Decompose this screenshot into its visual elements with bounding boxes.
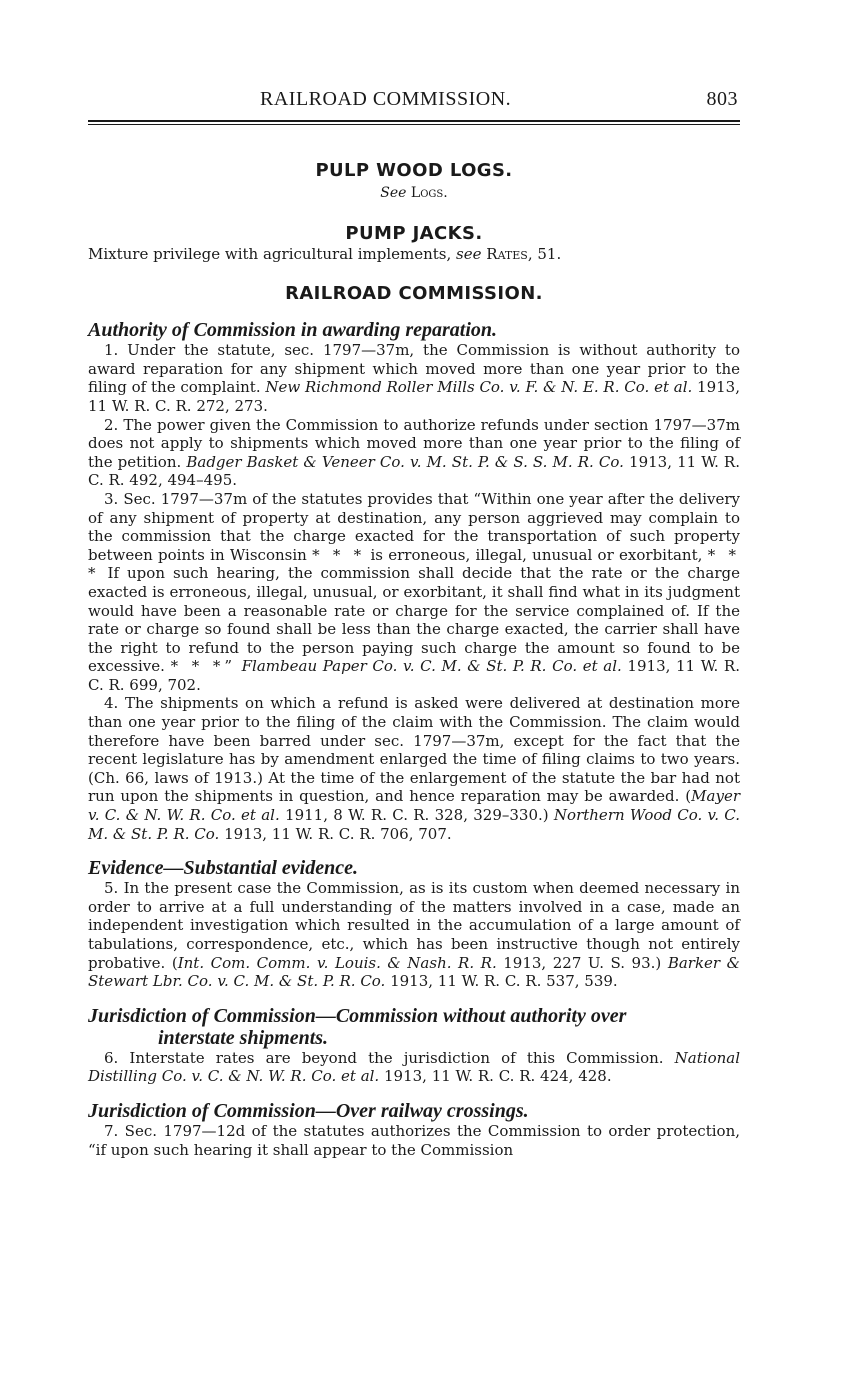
- see-ref: Logs.: [410, 185, 448, 201]
- heading-railroad-commission: RAILROAD COMMISSION.: [285, 283, 543, 305]
- paragraph-text: 4. The shipments on which a refund is asked were delivered at destination more than one year prior to the filing of the claim with the Commission. The claim would therefore have been barred under sec. 1797—37m, except for the fact that the recent legislature has by amendment enlarged the time of filing claims to two years. (Ch. 66, laws of 1913.) At the time of the enlargement of the statute the bar had not run upon the shipments in question, and hence reparation may be awarded. (: [88, 694, 740, 806]
- see-reference-logs: [88, 184, 740, 203]
- see-word: see: [456, 244, 482, 263]
- case-name: New Richmond Roller Mills Co. v. F. & N. E. R. Co. et al.: [265, 378, 693, 397]
- paragraph-text: is erroneous, illegal, unusual or exorbitant,: [365, 545, 708, 564]
- citation: 1913, 11 W. R. C. R. 492, 494–495.: [88, 452, 740, 490]
- case-name: Int. Com. Comm. v. Louis. & Nash. R. R.: [177, 953, 497, 972]
- section-title-line: Jurisdiction of Commission—Commission without authority over: [88, 1004, 627, 1027]
- case-name: Mayer v. C. & N. W. R. Co. et al.: [88, 787, 740, 825]
- paragraph-text: If upon such hearing, the commission shall decide that the rate or the charge exacted is erroneous, illegal, unusual, or exorbitant, it shall find what in its judgment would have been a reasonable rate or charge for the service complained of. If the rate or charge so found shall be less than the charge exacted, the carrier shall have the right to refund to the person paying such charge the amount so found to be excessive.: [88, 564, 740, 676]
- paragraph-5: [88, 879, 740, 991]
- heading-pulp-wood-logs: PULP WOOD LOGS.: [315, 160, 513, 181]
- running-header-title: RAILROAD COMMISSION.: [260, 88, 512, 110]
- citation: 1913, 227 U. S. 93.): [496, 953, 668, 972]
- entry-suffix: , 51.: [527, 244, 562, 263]
- paragraph-text: 1. Under the statute, sec. 1797—37m, the Commission is without authority to award reparation for any shipment which moved more than one year prior to the filing of the complaint.: [88, 341, 740, 397]
- paragraph-4: [88, 694, 740, 843]
- paragraph-2: [88, 416, 740, 490]
- case-name: Barker & Stewart Lbr. Co. v. C. M. & St. P. R. Co.: [88, 953, 740, 991]
- citation: 1913, 11 W. R. C. R. 706, 707.: [219, 824, 452, 843]
- paragraph-text: 6. Interstate rates are beyond the jurisdiction of this Commission.: [104, 1048, 675, 1067]
- paragraph-text: 7. Sec. 1797—12d of the statutes authorizes the Commission to order protection, “if upon such hearing it shall appear to the Commission: [88, 1121, 740, 1159]
- entry-text: Mixture privilege with agricultural implements,: [88, 244, 457, 263]
- section-title-authority: Authority of Commission in awarding reparation.: [88, 319, 497, 342]
- case-name: Northern Wood Co. v. C. M. & St. P. R. Co.: [88, 806, 741, 843]
- paragraph-6: [88, 1049, 740, 1086]
- pump-jacks-entry: [88, 245, 740, 264]
- case-name: Flambeau Paper Co. v. C. M. & St. P. R. Co. et al.: [236, 657, 622, 676]
- page-number: 803: [706, 88, 738, 110]
- paragraph-1: [88, 341, 740, 415]
- heading-pump-jacks: PUMP JACKS.: [345, 222, 483, 244]
- see-ref: Rates: [486, 244, 528, 263]
- see-word: See: [380, 185, 407, 201]
- running-header: [88, 88, 740, 118]
- paragraph-text: 2. The power given the Commission to authorize refunds under section 1797—37m does not apply to shipments which moved more than one year prior to the filing of the petition.: [88, 415, 740, 471]
- case-name: National Distilling Co. v. C. & N. W. R. Co. et al.: [88, 1048, 740, 1086]
- citation: 1913, 11 W. R. C. R. 272, 273.: [88, 378, 740, 415]
- section-title-jurisdiction-interstate: [88, 1005, 740, 1049]
- case-name: Badger Basket & Veneer Co. v. M. St. P. & S. S. M. R. Co.: [186, 452, 624, 471]
- ellipsis-stars: * * *”: [170, 657, 237, 676]
- citation: 1911, 8 W. R. C. R. 328, 329–330.): [279, 806, 554, 825]
- paragraph-7: [88, 1122, 740, 1159]
- paragraph-3: [88, 490, 740, 695]
- ellipsis-stars: * * *: [312, 545, 366, 564]
- section-title-evidence: Evidence—Substantial evidence.: [88, 857, 358, 880]
- header-rule-thin: [88, 124, 740, 125]
- header-rule: [88, 120, 740, 122]
- page-body: [88, 160, 740, 1159]
- section-title-jurisdiction-crossings: Jurisdiction of Commission—Over railway crossings.: [88, 1099, 529, 1122]
- paragraph-text: 3. Sec. 1797—37m of the statutes provides that “Within one year after the delivery of any shipment of property at destination, any person aggrieved may complain to the commission that the charge exacted for the transportation of such property between points in Wisconsin: [88, 489, 740, 564]
- section-title-line: interstate shipments.: [158, 1026, 329, 1049]
- ellipsis-stars: * * *: [88, 545, 740, 583]
- paragraph-text: 5. In the present case the Commission, as is its custom when deemed necessary in order to arrive at a full understanding of the matters involved in a case, made an independent investigation which resulted in the accumulation of a large amount of tabulations, correspondence, etc., which has been instructive though not entirely probative. (: [88, 879, 740, 972]
- citation: 1913, 11 W. R. C. R. 699, 702.: [88, 657, 740, 694]
- citation: 1913, 11 W. R. C. R. 537, 539.: [385, 972, 618, 991]
- citation: 1913, 11 W. R. C. R. 424, 428.: [379, 1067, 612, 1086]
